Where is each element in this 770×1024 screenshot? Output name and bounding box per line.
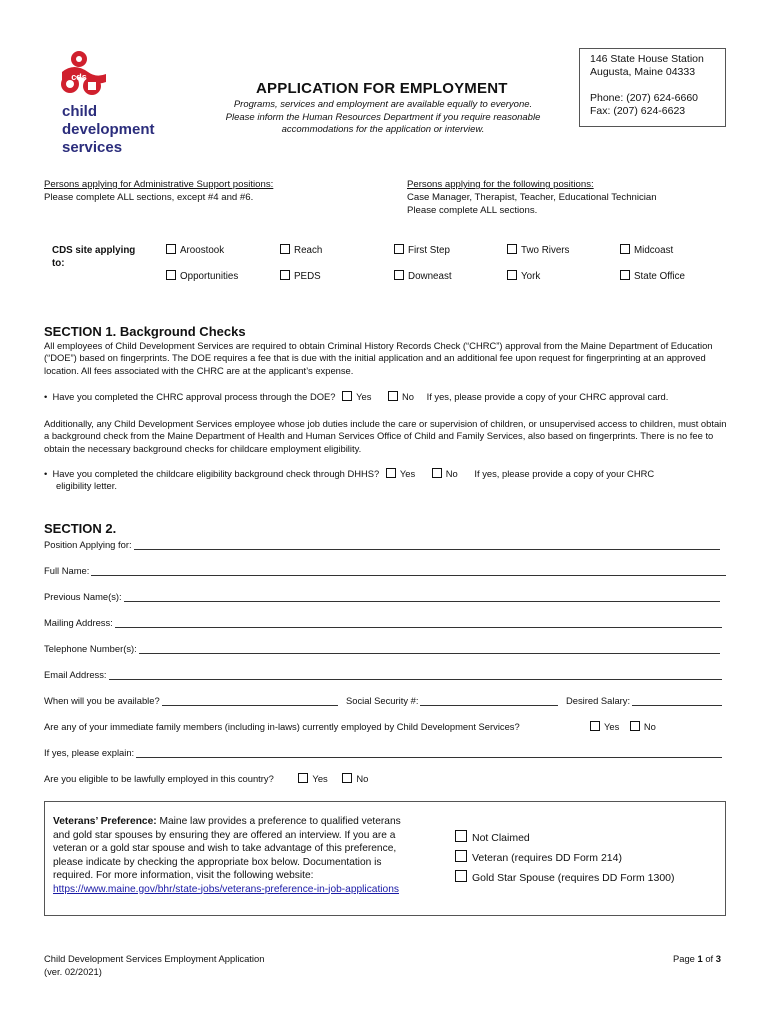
- mailing-address-field[interactable]: [44, 617, 722, 628]
- email-input[interactable]: [109, 670, 722, 680]
- mailing-address-input[interactable]: [115, 618, 722, 628]
- site-name: Reach: [294, 245, 323, 256]
- page-subtitle: [208, 99, 558, 137]
- bullet: •: [44, 391, 48, 402]
- telephone-field[interactable]: [44, 643, 720, 654]
- site-checkbox-downeast[interactable]: [394, 270, 452, 282]
- section1-para2: Additionally, any Child Development Services employee whose job duties include the care or supervision of children, or unsupervised access to children, must obtain a background check from the Maine Department of Health and Human Services Office of Child and Family Services, also based on fingerprints. There is no fee to obtain the necessary background checks for childcare employment eligibility.: [44, 418, 727, 454]
- veterans-line: required. For more information, visit the following website:: [53, 870, 314, 881]
- option-label: No: [356, 773, 369, 784]
- option-label: Veteran (requires DD Form 214): [472, 852, 622, 864]
- checkbox-icon[interactable]: [394, 244, 404, 254]
- page-current: 1: [697, 953, 703, 964]
- ssn-field[interactable]: [346, 695, 558, 706]
- field-label: Desired Salary:: [566, 695, 631, 706]
- site-name: York: [521, 271, 541, 282]
- option-label: Not Claimed: [472, 832, 530, 844]
- site-name: Downeast: [408, 271, 452, 282]
- checkbox-icon[interactable]: [590, 721, 600, 731]
- logo-line: development: [62, 121, 155, 138]
- option-label: Gold Star Spouse (requires DD Form 1300): [472, 872, 675, 884]
- option-label: Yes: [399, 468, 416, 479]
- clinical-heading: Persons applying for the following positions:: [407, 179, 594, 190]
- bullet: •: [44, 468, 48, 479]
- checkbox-icon[interactable]: [166, 270, 176, 280]
- eligibility-question: [44, 773, 734, 785]
- full-name-input[interactable]: [91, 566, 726, 576]
- section2-title: SECTION 2.: [44, 521, 117, 536]
- site-name: Two Rivers: [521, 245, 570, 256]
- logo-wordmark: [62, 103, 155, 157]
- site-checkbox-two-rivers[interactable]: [507, 244, 569, 256]
- site-checkbox-aroostook[interactable]: [166, 244, 224, 256]
- veterans-link[interactable]: https://www.maine.gov/bhr/state-jobs/veterans-preference-in-job-applications: [53, 883, 399, 895]
- admin-instructions: [44, 178, 273, 204]
- question-text: Have you completed the CHRC approval process through the DOE?: [52, 391, 336, 402]
- option-label: Yes: [312, 773, 328, 784]
- full-name-field[interactable]: [44, 565, 726, 576]
- site-checkbox-midcoast[interactable]: [620, 244, 673, 256]
- checkbox-icon[interactable]: [280, 244, 290, 254]
- field-label: Previous Name(s):: [44, 591, 122, 602]
- dhhs-no-option[interactable]: [432, 468, 458, 479]
- checkbox-icon[interactable]: [507, 270, 517, 280]
- section1-title: SECTION 1. Background Checks: [44, 324, 246, 339]
- footer-version: (ver. 02/2021): [44, 965, 102, 977]
- family-question: Are any of your immediate family members (including in-laws) currently employed by Child Development Services?: [44, 721, 520, 732]
- admin-heading: Persons applying for Administrative Support positions:: [44, 179, 274, 190]
- address-line: Augusta, Maine 04333: [590, 66, 696, 78]
- vet-gold-star-option[interactable]: [455, 870, 675, 884]
- site-checkbox-reach[interactable]: [280, 244, 322, 256]
- fax-number: Fax: (207) 624-6623: [590, 105, 686, 117]
- checkbox-icon[interactable]: [455, 850, 467, 862]
- question-text: Have you completed the childcare eligibility background check through DHHS?: [52, 468, 380, 479]
- dhhs-yes-option[interactable]: [386, 468, 415, 479]
- checkbox-icon[interactable]: [342, 391, 352, 401]
- option-label: No: [445, 468, 458, 479]
- subtitle-line: Please inform the Human Resources Department if you require reasonable: [225, 111, 541, 123]
- veterans-line: Maine law provides a preference to qualified veterans: [159, 816, 401, 827]
- checkbox-icon[interactable]: [620, 244, 630, 254]
- logo-line: services: [62, 139, 123, 156]
- site-checkbox-opportunities[interactable]: [166, 270, 238, 282]
- option-label: No: [643, 721, 656, 732]
- page-prefix: Page: [673, 953, 698, 964]
- field-label: Mailing Address:: [44, 617, 113, 628]
- field-label: When will you be available?: [44, 695, 160, 706]
- field-label: Social Security #:: [346, 695, 419, 706]
- site-name: First Step: [408, 245, 450, 256]
- veterans-line: veteran or a gold star spouse and wish to take advantage of this preference,: [53, 843, 397, 854]
- phone-number: Phone: (207) 624-6660: [590, 92, 698, 104]
- page-of: of: [702, 953, 716, 964]
- veterans-text: [53, 815, 448, 896]
- question-text: Are you eligible to be lawfully employed in this country?: [44, 773, 274, 784]
- checkbox-icon[interactable]: [455, 870, 467, 882]
- vet-not-claimed-option[interactable]: [455, 830, 530, 844]
- position-input[interactable]: [134, 540, 720, 550]
- clinical-instructions: [407, 178, 657, 217]
- dhhs-question: [44, 468, 734, 493]
- clinical-text: Please complete ALL sections.: [407, 205, 538, 216]
- explain-input[interactable]: [136, 748, 722, 758]
- site-name: Opportunities: [180, 271, 239, 282]
- checkbox-icon[interactable]: [342, 773, 352, 783]
- position-field[interactable]: [44, 539, 720, 550]
- chrc-question: [44, 391, 734, 403]
- chrc-no-option[interactable]: [388, 391, 414, 402]
- logo-letters: cds: [71, 72, 87, 82]
- veterans-heading: Veterans’ Preference:: [53, 816, 157, 827]
- site-name: State Office: [634, 271, 686, 282]
- veterans-line: and gold star spouses by ensuring they are offered an interview. If you are a: [53, 829, 396, 841]
- checkbox-icon[interactable]: [455, 830, 467, 842]
- option-label: No: [402, 391, 414, 402]
- availability-field[interactable]: [44, 695, 338, 706]
- page-total: 3: [715, 953, 721, 964]
- family-no-option[interactable]: [630, 721, 656, 732]
- admin-text: Please complete ALL sections, except #4 and #6.: [44, 192, 254, 203]
- dhhs-note: If yes, please provide a copy of your CHRC: [474, 468, 655, 479]
- site-checkbox-york[interactable]: [507, 270, 540, 282]
- clinical-text: Case Manager, Therapist, Teacher, Educational Technician: [407, 192, 657, 203]
- site-checkbox-peds[interactable]: [280, 270, 321, 282]
- footer-doc-info: [44, 953, 264, 978]
- checkbox-icon[interactable]: [388, 391, 398, 401]
- vet-veteran-option[interactable]: [455, 850, 622, 864]
- eligible-yes-option[interactable]: [298, 773, 327, 784]
- field-label: Full Name:: [44, 565, 90, 576]
- email-field[interactable]: [44, 669, 722, 680]
- contact-box: [579, 48, 726, 127]
- logo-line: child: [62, 103, 98, 120]
- eligible-no-option[interactable]: [342, 773, 368, 784]
- field-label: If yes, please explain:: [44, 747, 135, 758]
- checkbox-icon[interactable]: [620, 270, 630, 280]
- cds-logo-icon: [52, 50, 112, 100]
- page-number: [673, 953, 721, 966]
- checkbox-icon[interactable]: [280, 270, 290, 280]
- family-options: [590, 721, 710, 733]
- dhhs-note-continued: eligibility letter.: [56, 480, 117, 492]
- explain-field[interactable]: [44, 747, 722, 758]
- option-label: Yes: [604, 721, 620, 732]
- subtitle-line: accommodations for the application or interview.: [281, 124, 485, 135]
- chrc-note: If yes, please provide a copy of your CHRC approval card.: [426, 391, 669, 402]
- ssn-input[interactable]: [420, 696, 558, 706]
- checkbox-icon[interactable]: [166, 244, 176, 254]
- site-name: Aroostook: [180, 245, 225, 256]
- checkbox-icon[interactable]: [394, 270, 404, 280]
- salary-field[interactable]: [566, 695, 722, 706]
- checkbox-icon[interactable]: [432, 468, 442, 478]
- site-checkbox-state-office[interactable]: [620, 270, 685, 282]
- subtitle-line: Programs, services and employment are available equally to everyone.: [233, 99, 533, 110]
- field-label: Telephone Number(s):: [44, 643, 137, 654]
- checkbox-icon[interactable]: [298, 773, 308, 783]
- option-label: Yes: [356, 391, 372, 402]
- field-label: Email Address:: [44, 669, 107, 680]
- availability-input[interactable]: [162, 696, 338, 706]
- checkbox-icon[interactable]: [386, 468, 396, 478]
- field-label: Position Applying for:: [44, 539, 132, 550]
- section1-para1: All employees of Child Development Services are required to obtain Criminal History Records Check (“CHRC”) approval from the Maine Department of Education (“DOE”) based on fingerprints. The DOE requires a fee that is due with the initial application and an additional fee upon request for fingerprinting at an approved location. All fees associated with the CHRC are at the applicant’s expense.: [44, 340, 713, 376]
- chrc-yes-option[interactable]: [342, 391, 371, 402]
- site-name: Midcoast: [634, 245, 674, 256]
- salary-input[interactable]: [632, 696, 722, 706]
- family-yes-option[interactable]: [590, 721, 619, 732]
- checkbox-icon[interactable]: [507, 244, 517, 254]
- veterans-line: please indicate by checking the appropriate box below. Documentation is: [53, 856, 382, 868]
- previous-names-input[interactable]: [124, 592, 720, 602]
- site-label: CDS site applying to:: [52, 245, 136, 269]
- telephone-input[interactable]: [139, 644, 720, 654]
- site-name: PEDS: [294, 271, 321, 282]
- page-title: APPLICATION FOR EMPLOYMENT: [256, 80, 508, 97]
- site-checkbox-first-step[interactable]: [394, 244, 450, 256]
- checkbox-icon[interactable]: [630, 721, 640, 731]
- previous-names-field[interactable]: [44, 591, 720, 602]
- address-line: 146 State House Station: [590, 53, 704, 65]
- footer-doc-name: Child Development Services Employment Application: [44, 953, 265, 964]
